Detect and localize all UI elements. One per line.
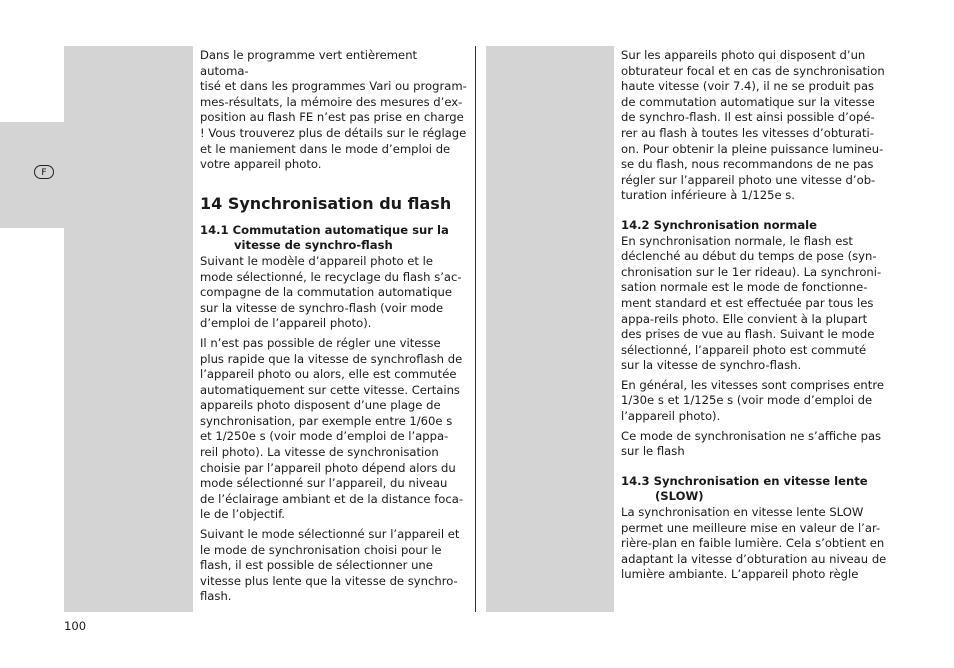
left-text-column (200, 48, 468, 609)
text-line: obturateur focal et en cas de synchronisation (621, 63, 885, 78)
body-paragraph (621, 505, 891, 583)
text-line: lumière ambiante. L’appareil photo règle (621, 567, 859, 582)
subsection-heading-line: 14.1 Commutation automatique sur la (200, 222, 449, 237)
text-line: Sur les appareils photo qui disposent d’un (621, 48, 866, 62)
text-line: déclenché au début du temps de pose (syn- (621, 249, 877, 264)
text-line: régler sur l’appareil photo une vitesse d’ob- (621, 172, 876, 187)
body-paragraph (621, 378, 891, 425)
text-line: Suivant le modèle d’appareil photo et le (200, 253, 434, 268)
text-line: et 1/250e s (voir mode d’emploi de l’appa- (200, 429, 449, 444)
text-line: ment standard et est effectuée par tous les (621, 295, 874, 310)
subsection-heading-line: 14.3 Synchronisation en vitesse lente (621, 473, 868, 488)
text-line: synchronisation, par exemple entre 1/60e s (200, 413, 453, 428)
body-paragraph (621, 234, 891, 374)
text-line: sur la vitesse de synchro-flash (voir mode (200, 300, 444, 315)
text-line: de commutation automatique sur la vitesse (621, 94, 875, 109)
intro-paragraph (200, 48, 468, 173)
text-line: Dans le programme vert entièrement automa- (200, 48, 418, 78)
right-text-column (621, 48, 891, 587)
text-line: sélectionné, l’appareil photo est commuté (621, 342, 867, 357)
text-line: mode sélectionné sur l’appareil, du niveau (200, 476, 448, 491)
text-line: La synchronisation en vitesse lente SLOW (621, 505, 864, 520)
text-line: et le maniement dans le mode d’emploi de (200, 141, 451, 156)
intro-paragraph (621, 48, 891, 204)
text-line: tisé et dans les programmes Vari ou program- (200, 79, 467, 94)
text-line: le mode de synchronisation choisi pour le (200, 542, 442, 557)
text-line: mes-résultats, la mémoire des mesures d’ex- (200, 94, 463, 109)
text-line: automatiquement sur cette vitesse. Certains (200, 382, 460, 397)
text-line: position au flash FE n’est pas prise en charge (200, 110, 464, 125)
text-line: de l’éclairage ambiant et de la distance foca- (200, 491, 464, 506)
subsection-heading-14-1 (200, 223, 468, 254)
text-line: mode sélectionné, le recyclage du flash s’ac- (200, 269, 462, 284)
text-line: En synchronisation normale, le flash est (621, 233, 853, 248)
text-line: le de l’objectif. (200, 507, 285, 522)
text-line: sur le flash (621, 444, 685, 459)
side-tab-marker (0, 122, 64, 228)
subsection-heading-continuation: vitesse de synchro-flash (234, 238, 393, 253)
body-paragraph (200, 527, 468, 605)
text-line: l’appareil photo). (621, 409, 721, 424)
left-margin-band (64, 46, 193, 612)
text-line: flash. (200, 589, 232, 604)
text-line: rière-plan en faible lumière. Cela s’obtient en (621, 536, 885, 551)
subsection-heading-continuation: (SLOW) (655, 489, 704, 504)
text-line: En général, les vitesses sont comprises entre (621, 377, 884, 392)
text-line: plus rapide que la vitesse de synchroflash de (200, 351, 463, 366)
text-line: compagne de la commutation automatique (200, 285, 452, 300)
text-line: chronisation sur le 1er rideau). La synchroni- (621, 264, 882, 279)
text-line: l’appareil photo ou alors, elle est commutée (200, 367, 457, 382)
body-paragraph (200, 254, 468, 332)
text-line: Suivant le mode sélectionné sur l’appareil et (200, 527, 460, 542)
text-line: turation inférieure à 1/125e s. (621, 188, 795, 203)
text-line: 1/30e s et 1/125e s (voir mode d’emploi de (621, 393, 873, 408)
text-line: de synchro-flash. Il est ainsi possible d’opé- (621, 110, 875, 125)
text-line: d’emploi de l’appareil photo). (200, 316, 372, 331)
text-line: se du flash, nous recommandons de ne pas (621, 157, 874, 172)
section-title: 14 Synchronisation du flash (200, 193, 452, 213)
right-margin-band (486, 46, 614, 612)
text-line: haute vitesse (voir 7.4), il ne se produit pas (621, 79, 875, 94)
column-divider (475, 46, 476, 612)
subsection-heading-14-2: 14.2 Synchronisation normale (621, 217, 818, 232)
text-line: Il n’est pas possible de régler une vitesse (200, 335, 441, 350)
text-line: appareils photo disposent d’une plage de (200, 398, 441, 413)
text-line: sur la vitesse de synchro-flash. (621, 358, 802, 373)
text-line: votre appareil photo. (200, 157, 322, 172)
text-line: des prises de vue au flash. Suivant le mode (621, 327, 875, 342)
text-line: vitesse plus lente que la vitesse de synchro- (200, 573, 458, 588)
text-line: permet une meilleure mise en valeur de l’ar- (621, 520, 881, 535)
text-line: on. Pour obtenir la pleine puissance lumineu- (621, 141, 884, 156)
text-line: adaptant la vitesse d’obturation au niveau de (621, 551, 887, 566)
text-line: ! Vous trouverez plus de détails sur le réglage (200, 125, 467, 140)
text-line: flash, il est possible de sélectionner une (200, 558, 433, 573)
text-line: reil photo). La vitesse de synchronisation (200, 445, 439, 460)
text-line: Ce mode de synchronisation ne s’affiche pas (621, 428, 882, 443)
subsection-heading-14-3 (621, 474, 891, 505)
text-line: rer au flash à toutes les vitesses d’obturati- (621, 125, 874, 140)
page-number: 100 (64, 619, 87, 633)
text-line: choisie par l’appareil photo dépend alors du (200, 460, 456, 475)
language-badge: F (34, 165, 54, 179)
body-paragraph (621, 429, 891, 460)
text-line: appa-reils photo. Elle convient à la plupart (621, 311, 868, 326)
text-line: sation normale est le mode de fonctionne- (621, 280, 868, 295)
body-paragraph (200, 336, 468, 523)
